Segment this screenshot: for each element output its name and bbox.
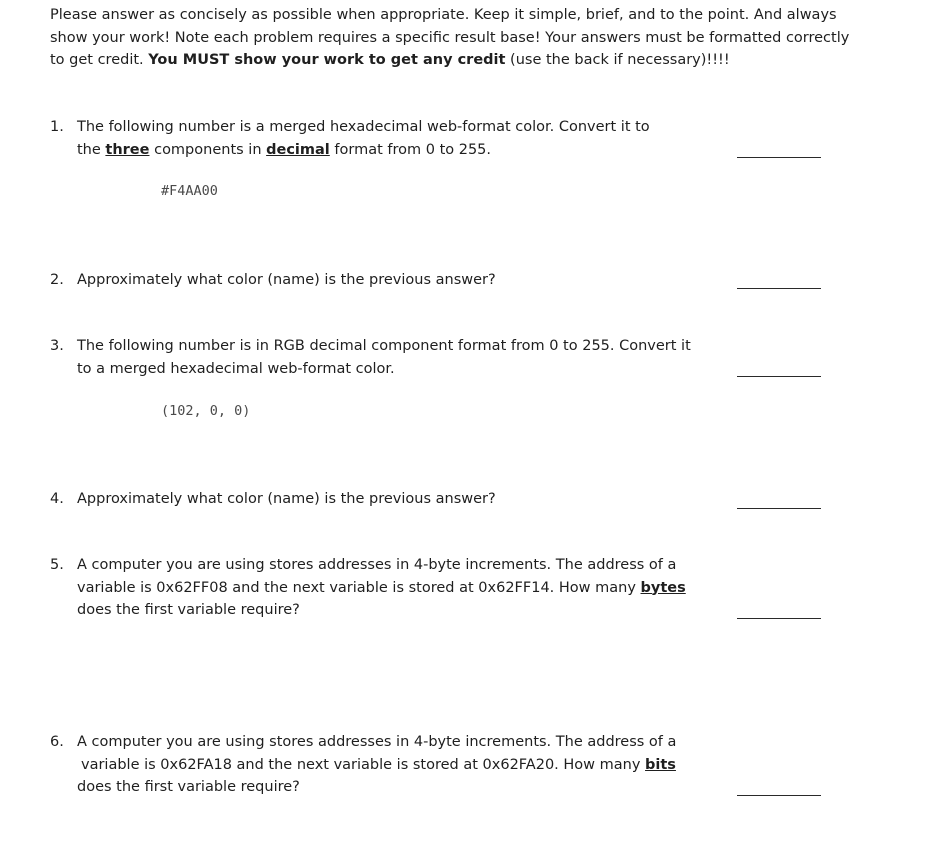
question-line-1: A computer you are using stores addresses in 4-byte increments. The address of a [77,557,677,573]
question-line-3: does the first variable require? [77,602,300,618]
question-line-3: does the first variable require? [77,779,300,795]
emphasis-bytes: bytes [640,579,686,596]
question-number: 2. [50,272,64,288]
instructions-text: to get credit. [50,52,149,68]
instructions-line-1: Please answer as concisely as possible when appropriate. Keep it simple, brief, and to the point. And always [50,7,837,23]
emphasis-decimal: decimal [266,141,330,158]
question-line-1: The following number is a merged hexadecimal web-format color. Convert it to [77,119,650,135]
question-line-2 [77,754,676,777]
text-fragment: variable is 0x62FF08 and the next variable is stored at 0x62FF14. How many [77,579,641,596]
emphasis-bits: bits [645,756,676,773]
question-number: 1. [50,119,64,135]
question-text [77,554,686,622]
instructions-paragraph [50,4,890,72]
question-line-1: The following number is in RGB decimal component format from 0 to 255. Convert it [77,338,691,354]
instructions-line-3 [50,49,890,72]
text-fragment: components in [149,141,267,158]
question-text [77,731,676,799]
question-line-1: Approximately what color (name) is the previous answer? [77,272,496,288]
instructions-line-2: show your work! Note each problem requires a specific result base! Your answers must be formatted correctly [50,29,850,46]
question-line-1: Approximately what color (name) is the previous answer? [77,491,496,507]
instructions-emphasis: You MUST show your work to get any credit [148,52,506,68]
question-line-2 [77,577,686,600]
question-text [77,116,650,161]
emphasis-three: three [105,141,150,158]
answer-blank-2[interactable] [737,288,821,289]
instructions-note: (use the back if necessary)!!!! [505,52,730,68]
answer-blank-1[interactable] [737,157,821,158]
question-line-1: A computer you are using stores addresses in 4-byte increments. The address of a [77,734,677,750]
text-fragment: format from 0 to 255. [329,141,492,158]
question-number: 6. [50,734,64,750]
question-number: 3. [50,338,64,354]
answer-blank-4[interactable] [737,508,821,509]
question-line-2 [77,139,650,162]
question-line-2: to a merged hexadecimal web-format color. [77,360,395,377]
question-number: 5. [50,557,64,573]
text-fragment: variable is 0x62FA18 and the next variable is stored at 0x62FA20. How many [81,756,646,773]
answer-blank-6[interactable] [737,795,821,796]
question-number: 4. [50,491,64,507]
rgb-color-code: (102, 0, 0) [161,403,251,419]
text-fragment: the [77,141,106,158]
question-text [77,488,496,511]
hex-color-code: #F4AA00 [161,183,218,199]
answer-blank-5[interactable] [737,618,821,619]
answer-blank-3[interactable] [737,376,821,377]
question-text [77,335,691,380]
question-text [77,269,496,292]
